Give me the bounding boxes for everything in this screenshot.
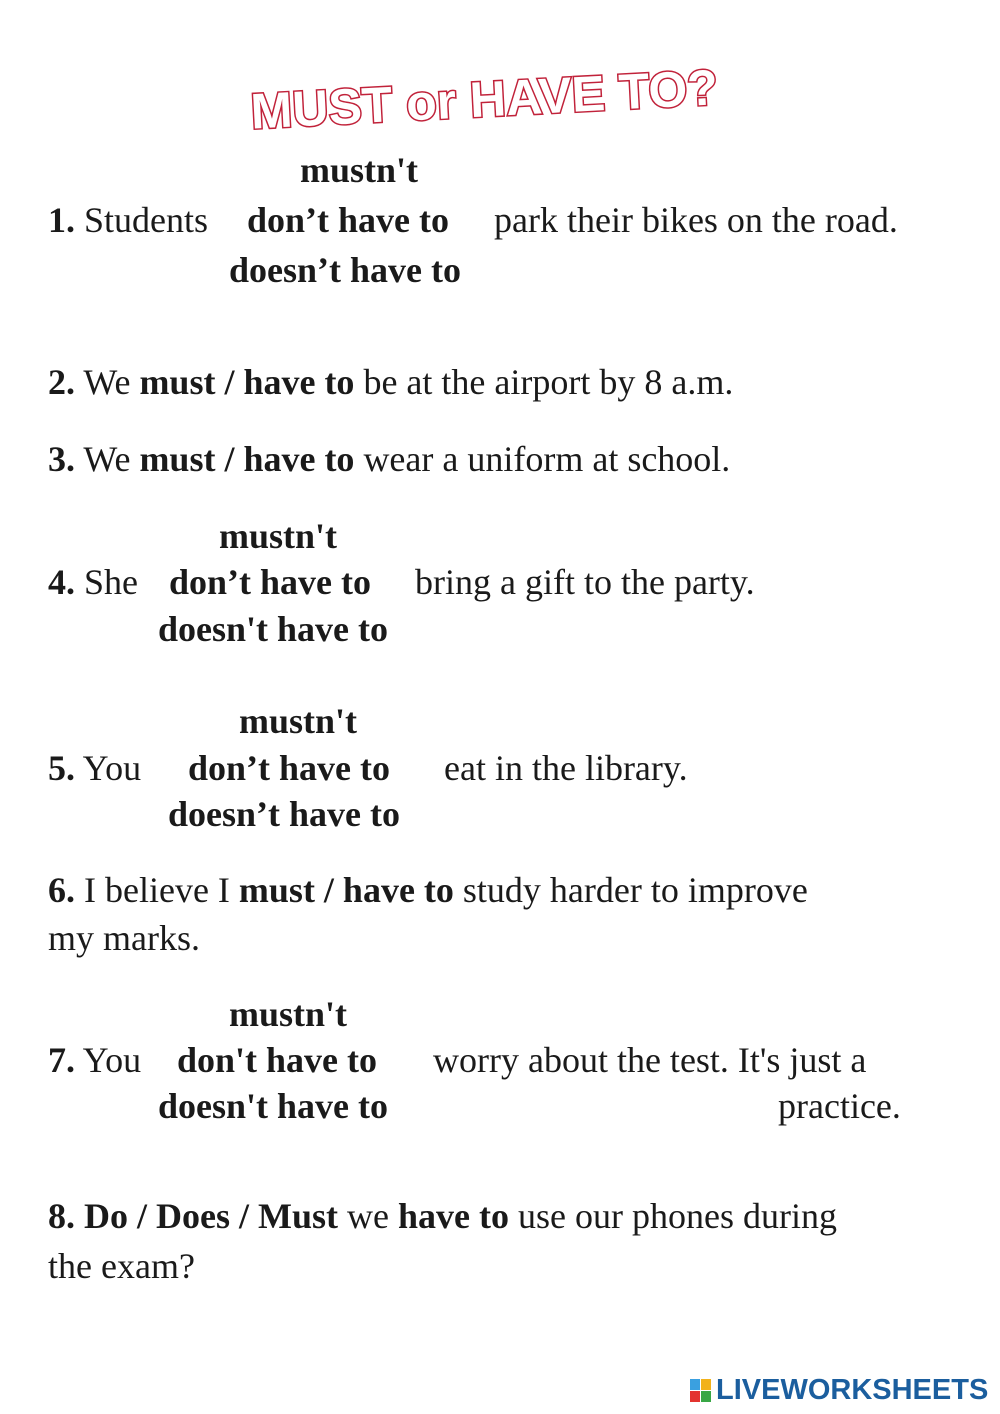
q8-line: [48, 1198, 837, 1234]
q7-line: [48, 1042, 141, 1078]
q1-option-doesnt-have-to[interactable]: doesn’t have to: [229, 250, 461, 290]
q6-line: [48, 872, 808, 908]
q1-option-dont-have-to[interactable]: don’t have to: [247, 200, 450, 240]
q2-number: 2.: [48, 362, 75, 402]
q4-option-mustnt[interactable]: mustn't: [219, 516, 338, 556]
q7-option-mustnt[interactable]: mustn't: [229, 994, 348, 1034]
q8-rest-line2: the exam?: [48, 1246, 195, 1286]
q1-rest: park their bikes on the road.: [494, 200, 898, 240]
q8-number-choice[interactable]: 8. Do / Does / Must: [48, 1196, 338, 1236]
q8-rest: use our phones during: [517, 1196, 837, 1236]
q7-option-doesnt-have-to[interactable]: doesn't have to: [158, 1086, 389, 1126]
q6-number: 6.: [48, 870, 75, 910]
q5-number: 5.: [48, 748, 75, 788]
title-text: MUST or HAVE TO?: [249, 59, 720, 140]
q8-have-to: have to: [397, 1196, 509, 1236]
q4-number: 4.: [48, 562, 75, 602]
q3-number: 3.: [48, 439, 75, 479]
q5-rest: eat in the library.: [444, 748, 688, 788]
q4-option-doesnt-have-to[interactable]: doesn't have to: [158, 609, 389, 649]
q4-subject: She: [84, 562, 138, 602]
logo-text: LIVEWORKSHEETS: [716, 1374, 989, 1406]
q5-option-dont-have-to[interactable]: don’t have to: [188, 748, 391, 788]
q1-subject: Students: [84, 200, 209, 240]
q6-rest-line2: my marks.: [48, 918, 200, 958]
q4-option-dont-have-to[interactable]: don’t have to: [169, 562, 372, 602]
q5-option-doesnt-have-to[interactable]: doesn’t have to: [168, 794, 400, 834]
q6-subject: I believe I: [84, 870, 230, 910]
liveworksheets-logo-icon: [690, 1379, 712, 1403]
q2-rest: be at the airport by 8 a.m.: [363, 362, 734, 402]
q5-subject: You: [82, 748, 142, 788]
q7-rest: worry about the test. It's just a: [433, 1040, 867, 1080]
q3-choice[interactable]: must / have to: [139, 439, 355, 479]
q5-line: [48, 750, 141, 786]
q4-line: [48, 564, 138, 600]
q7-subject: You: [82, 1040, 142, 1080]
q6-rest: study harder to improve: [462, 870, 808, 910]
q3-rest: wear a uniform at school.: [363, 439, 731, 479]
q7-number: 7.: [48, 1040, 75, 1080]
liveworksheets-logo: [690, 1374, 988, 1407]
q1-line: [48, 202, 208, 238]
q8-word-we: we: [347, 1196, 389, 1236]
q7-rest-line2: practice.: [778, 1086, 901, 1126]
q6-choice[interactable]: must / have to: [238, 870, 454, 910]
q3-line: [48, 441, 730, 477]
q7-option-dont-have-to[interactable]: don't have to: [177, 1040, 378, 1080]
q1-option-mustnt[interactable]: mustn't: [300, 150, 419, 190]
q2-subject: We: [83, 362, 131, 402]
q1-number: 1.: [48, 200, 75, 240]
q4-rest: bring a gift to the party.: [415, 562, 755, 602]
worksheet-title: [230, 40, 790, 140]
q5-option-mustnt[interactable]: mustn't: [239, 701, 358, 741]
q2-choice[interactable]: must / have to: [139, 362, 355, 402]
q3-subject: We: [83, 439, 131, 479]
q2-line: [48, 364, 733, 400]
